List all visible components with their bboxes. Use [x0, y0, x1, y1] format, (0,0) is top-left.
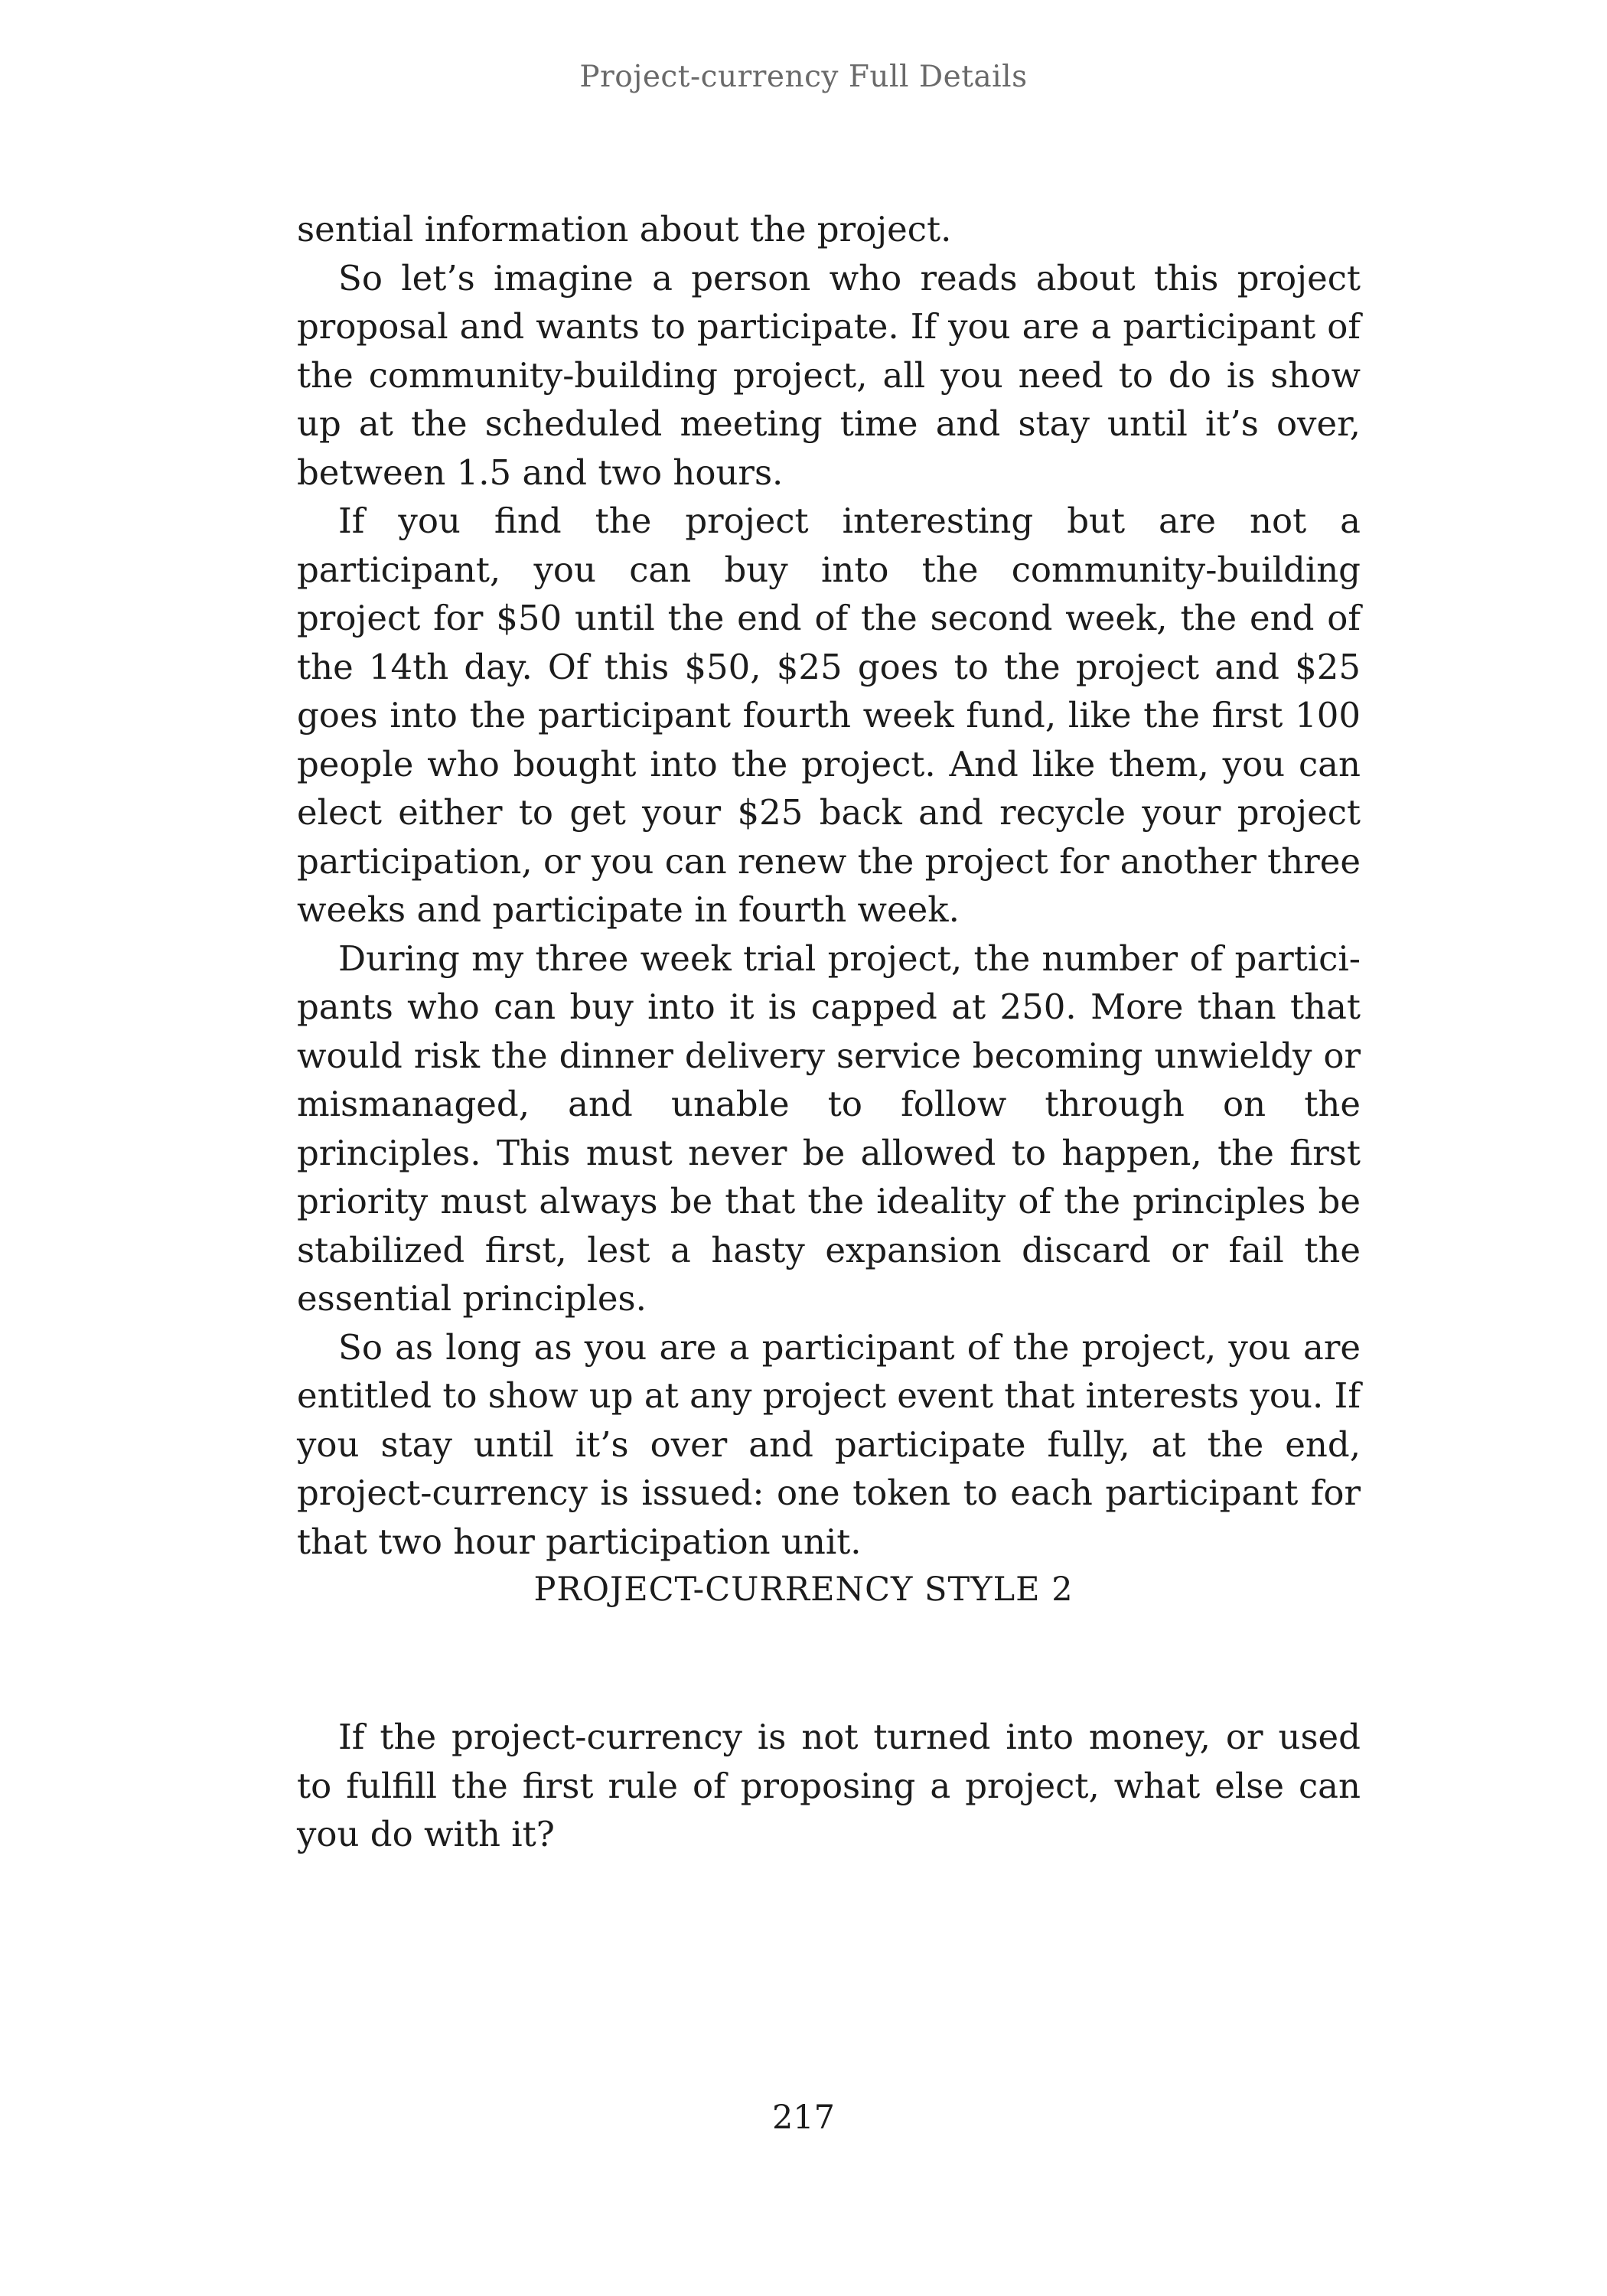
- running-header: Project-currency Full Details: [579, 60, 1028, 94]
- paragraph: So as long as you are a participant of the project, you are entitled to show up at any project event that interests you. If you stay until it’s over and participate fully, at the end, project-currency is issued: one token to each participant for that two hour participation unit.: [297, 1326, 1361, 1562]
- paragraph: So let’s imagine a person who reads about this project proposal and wants to participate. If you are a participant of the community-building project, all you need to do is show up at the scheduled meeting time and stay until it’s over, between 1.5 and two hours.: [297, 257, 1361, 493]
- paragraph: If you find the project interesting but are not a participant, you can buy into the community-building project for $50 until the end of the second week, the end of the 14th day. Of this $50, $25 goes to the project and $25 goes into the participant fourth week fund, like the first 100 people who bought into the project. And like them, you can elect either to get your $25 back and recycle your project participation, or you can renew the project for another three weeks and participate in fourth week.: [297, 501, 1361, 930]
- section-heading: PROJECT-CURRENCY STYLE 2: [533, 1570, 1074, 1609]
- page-number: 217: [771, 2099, 836, 2137]
- section-text-block: [297, 1713, 1361, 1859]
- paragraph: During my three week trial project, the number of participants who can buy into it is capped at 250. More than that would risk the dinner delivery service becoming unwieldy or mismanaged, and unable to follow through on the principles. This must never be allowed to happen, the first priority must always be that the ideality of the principles be stabilized first, lest a hasty expansion discard or fail the essential principles.: [297, 938, 1361, 1319]
- paragraph: If the project-currency is not turned into money, or used to fulfill the first rule of proposing a project, what else can you do with it?: [297, 1717, 1361, 1854]
- main-text-block: [297, 205, 1361, 1566]
- paragraph-continued: sential information about the project.: [297, 209, 952, 249]
